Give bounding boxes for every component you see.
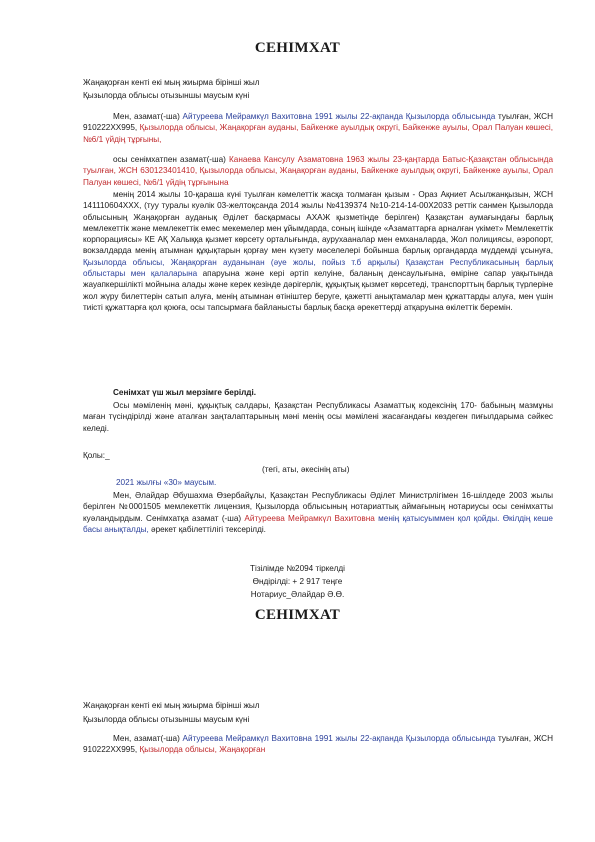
fee-line: Өндірілді: + 2 917 теңге [252, 577, 343, 586]
document-title: СЕНІМХАТ [254, 40, 341, 56]
explanation-paragraph [83, 400, 553, 434]
principal-intro: Мен, азамат(-ша) [113, 112, 183, 121]
principal-paragraph-repeat [83, 733, 553, 756]
powers-paragraph [83, 189, 553, 313]
notary-paragraph [83, 490, 553, 535]
notary-text-d: әрекет қабілеттілігі тексерілді. [148, 524, 266, 534]
powers-text-a: менің 2014 жылы 10-қараша күні туылған кәмелеттік жасқа толмаған қызым - Ораз Ақниет Асылжанқызын, ЖСН 141110604ХХХ, (туу туралы куәлік 03-желтоқсанда 2014 жылы №4139374 №10-214-14-00Х2033 реттік санмен Қызылорда облысының Жаңақорған ауданық Әділет басқармасы АХАЖ қызметінде берілген) Қазақстан аумағындағы барлық мемлекеттік және мемлекеттік емес мекемелер мен ұйымдарда, соның ішінде «Азаматтарға арналған үкімет» Мемлекеттік корпорациясы» КЕ АҚ Халыққа қызмет көрсету орталығында, аурухааналар мен емханаларда, Жол полициясы, әэропорт, вокзалдарда менің атымнан құқықтарын қорғау мен күзету мәселелері бойынша барлық органдарда мүддемді ұсынуға, [83, 190, 553, 256]
principal-address: Қызылорда облысы, Жаңақорған ауданы, Байкенже ауылдық округі, Байкенже ауылы, Орал Палуан көшесі, №6/1 үйдің тұрғыны, [83, 123, 553, 144]
explanation-text: Осы мәміленің мәні, құқықтық салдары, Қазақстан Республикасы Азаматтық кодексінің 170- бабының мазмұны маған түсіндірілді және аталған заңталаптарының мәні менің осы мәмілені жасағандағы көздеген пиғылдарыма сәйкес келеді. [83, 401, 553, 433]
principal-address-repeat: Қызылорда облысы, Жаңақорған [139, 745, 266, 755]
attorney-details: Канаева Кансулу Азаматовна 1963 жылы 23-қаңтарда Батыс-Қазақстан облысында туылған, ЖСН 630123401410, Қызылорда облысы, Жаңақорған ауданы, Байкенже ауылдық округі, Байкенже ауылы, Орал Палуан көшесі, №6/1 үйдің тұрғынына [83, 155, 553, 187]
attorney-paragraph [83, 154, 553, 188]
place-line-repeat: Жаңақорған кенті екі мың жиырма бірінші жыл [83, 701, 260, 710]
signature-line: Қолы:_ [83, 451, 110, 460]
region-line-repeat: Қызылорда облысы отызыншы маусым күні [83, 715, 250, 724]
principal-name: Айтуреева Мейрамкүл Вахитовна 1991 жылы 22-ақпанда Қызылорда облысында [182, 112, 496, 121]
principal-paragraph [83, 111, 553, 145]
principal-intro-repeat: Мен, азамат(-ша) [113, 734, 183, 743]
principal-name-repeat: Айтуреева Мейрамкүл Вахитовна 1991 жылы 22-ақпанда Қызылорда облысында [182, 734, 496, 743]
powers-text-c: апаруына және кері әртіп келуіне, баланың денсаулығына, өміріне сапар уақытында жауапкершілікті мойнына алады және керек кезінде дәрігерлік, құқықтық қызмет көрсетеді, транспорттың барлық түрлеріне жол жүру билеттерін сатып алуға, менің атымнан өтініштер беруге, қажетті анықтамалар мен құжаттарды алуға, мен үшін тиісті құжаттарға қол қоюға, осы тапсырмаға байланысты барлық басқа әрекеттерді атқаруына өкілеттік беремін. [83, 269, 553, 312]
principal-iin: туылған, ЖСН 910222ХХ995, [83, 112, 553, 133]
attorney-intro: осы сенімхатпен азамат(-ша) [113, 155, 230, 164]
term-text: Сенімхат үш жыл мерзімге берілді. [113, 388, 257, 397]
notary-principal-name: Айтуреева Мейрамкүл Вахитовна [244, 513, 375, 523]
powers-route: Қызылорда облысы, Жаңақорған ауданынан (әуе жолы, пойыз т.б арқылы) Қазақстан Республикасының барлық облыстары мен қалаларына [83, 257, 553, 279]
registry-number: Тізілімде №2094 тіркелді [250, 564, 345, 573]
signature-hint: (тегі, аты, әкесінің аты) [262, 465, 350, 474]
document-date: 2021 жылғы «30» маусым. [116, 478, 217, 487]
notary-text-c: менің қатысуыммен қол қойды. Өкілдің кеше басы анықталды, [83, 513, 553, 534]
notary-name: Нотариус_Әлайдар Ә.Ө. [250, 590, 345, 599]
region-line: Қызылорда облысы отызыншы маусым күні [83, 91, 250, 100]
place-line: Жаңақорған кенті екі мың жиырма бірінші жыл [83, 78, 260, 87]
term-paragraph [83, 387, 553, 398]
principal-iin-repeat: туылған, ЖСН 910222ХХ995, [83, 734, 553, 755]
notary-text-a: Мен, Әлайдар Әбушахма Өзербайұлы, Қазақстан Республикасы Әділет Министрлігімен 16-шілдеде 2003 жылы берілген №0001505 мемлекеттік лицензия, Қызылорда облысының нотариаттық аймағының нотариусы осы сенімхатты куәландырдым. Сенімхатқа азамат (-ша) [83, 491, 553, 523]
document-title-repeat: СЕНІМХАТ [254, 607, 341, 623]
